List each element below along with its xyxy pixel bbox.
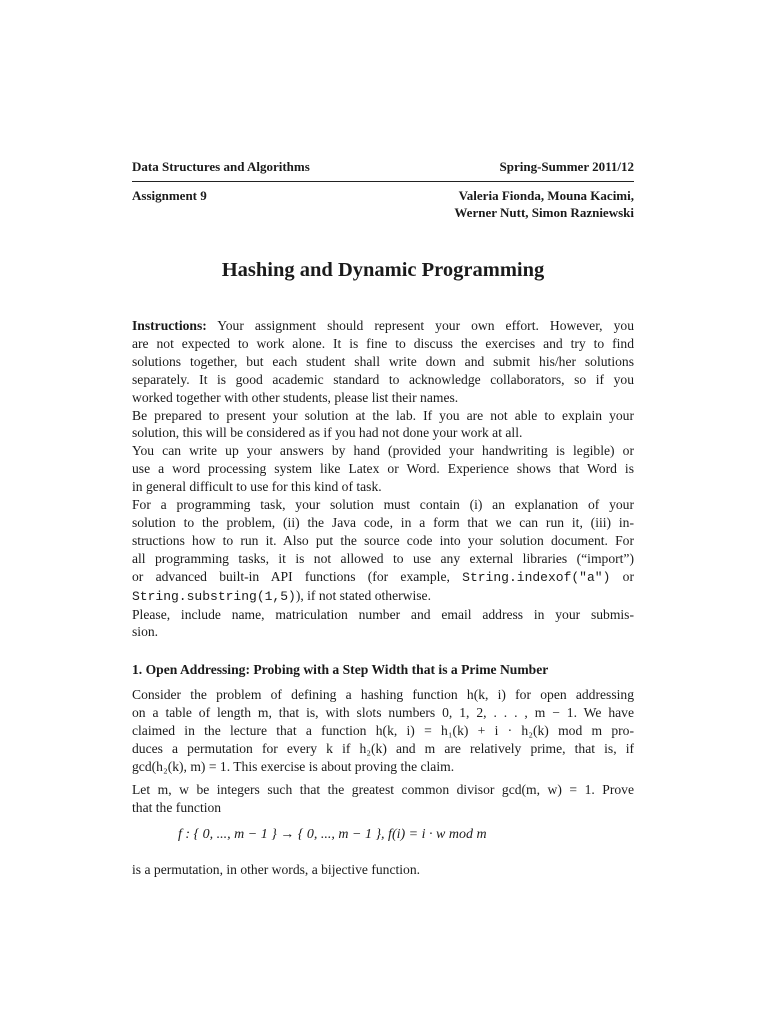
- instructions-line: String.substring(1,5)), if not stated otherwise.: [132, 587, 431, 604]
- paragraph-line: gcd(h₂(k), m) = 1. This exercise is about proving the claim.: [132, 758, 455, 774]
- instructions-line: Please, include name, matriculation number and email address in your submis-: [132, 606, 634, 622]
- permutation-formula: f : { 0, ..., m − 1 } → { 0, ..., m − 1 }, f(i) = i · w mod m: [178, 827, 487, 842]
- paragraph-line: that the function: [132, 799, 222, 815]
- instructions-block: [132, 317, 634, 641]
- paragraph-line: Consider the problem of defining a hashing function h(k, i) for open addressing: [132, 687, 634, 702]
- instructions-line: solutions together, but each student shall write down and submit his/her solutions: [132, 353, 634, 369]
- header-row-2: [132, 187, 634, 221]
- assignment-number: Assignment 9: [132, 188, 207, 203]
- paragraph-line: claimed in the lecture that a function h(k, i) = h₁(k) + i · h₂(k) mod m pro-: [132, 722, 634, 738]
- section-1-title: 1. Open Addressing: Probing with a Step Width that is a Prime Number: [132, 662, 549, 677]
- authors-line-1: Valeria Fionda, Mouna Kacimi,: [458, 188, 634, 203]
- instructions-line: or advanced built-in API functions (for example, String.indexof("a") or: [132, 568, 634, 585]
- header-row-1: [132, 158, 634, 175]
- instructions-line: are not expected to work alone. It is fine to discuss the exercises and try to find: [132, 335, 634, 351]
- instructions-label: Instructions:: [132, 318, 207, 333]
- instructions-line: For a programming task, your solution must contain (i) an explanation of your: [132, 497, 634, 513]
- instructions-line: Instructions: Your assignment should represent your own effort. However, you: [132, 318, 634, 333]
- instructions-line: solution, this will be considered as if you had not done your work at all.: [132, 425, 523, 441]
- paragraph-line: on a table of length m, that is, with slots numbers 0, 1, 2, . . . , m − 1. We have: [132, 704, 634, 720]
- section-1-paragraph-3: [132, 861, 634, 879]
- instructions-line: worked together with other students, please list their names.: [132, 389, 459, 405]
- instructions-line: structions how to run it. Also put the source code into your solution document. For: [132, 532, 634, 548]
- paragraph-line: Let m, w be integers such that the greatest common divisor gcd(m, w) = 1. Prove: [132, 782, 634, 797]
- term: Spring-Summer 2011/12: [499, 159, 634, 174]
- code-indexof: String.indexof("a"): [462, 569, 611, 585]
- authors: [454, 187, 634, 221]
- instructions-line: solution to the problem, (ii) the Java code, in a form that we can run it, (iii) in-: [132, 514, 634, 530]
- instructions-line: sion.: [132, 624, 159, 640]
- instructions-line: use a word processing system like Latex or Word. Experience shows that Word is: [132, 461, 634, 477]
- instructions-line: You can write up your answers by hand (provided your handwriting is legible) or: [132, 443, 634, 459]
- course-name: Data Structures and Algorithms: [132, 159, 310, 174]
- instructions-line: all programming tasks, it is not allowed to use any external libraries (“import”): [132, 550, 634, 566]
- instructions-line: separately. It is good academic standard to acknowledge collaborators, so if you: [132, 371, 634, 387]
- code-substring: String.substring(1,5): [132, 588, 296, 604]
- instructions-line: Be prepared to present your solution at the lab. If you are not able to explain your: [132, 407, 634, 423]
- paragraph-line: is a permutation, in other words, a bijective function.: [132, 862, 421, 877]
- document-title: Hashing and Dynamic Programming: [221, 259, 545, 281]
- header-divider: [132, 181, 634, 182]
- authors-line-2: Werner Nutt, Simon Razniewski: [454, 205, 634, 220]
- paragraph-line: duces a permutation for every k if h₂(k) and m are relatively prime, that is, if: [132, 740, 634, 756]
- section-1-paragraph-2: [132, 781, 634, 817]
- instructions-line: in general difficult to use for this kind of task.: [132, 479, 382, 495]
- section-1-paragraph-1: [132, 686, 634, 776]
